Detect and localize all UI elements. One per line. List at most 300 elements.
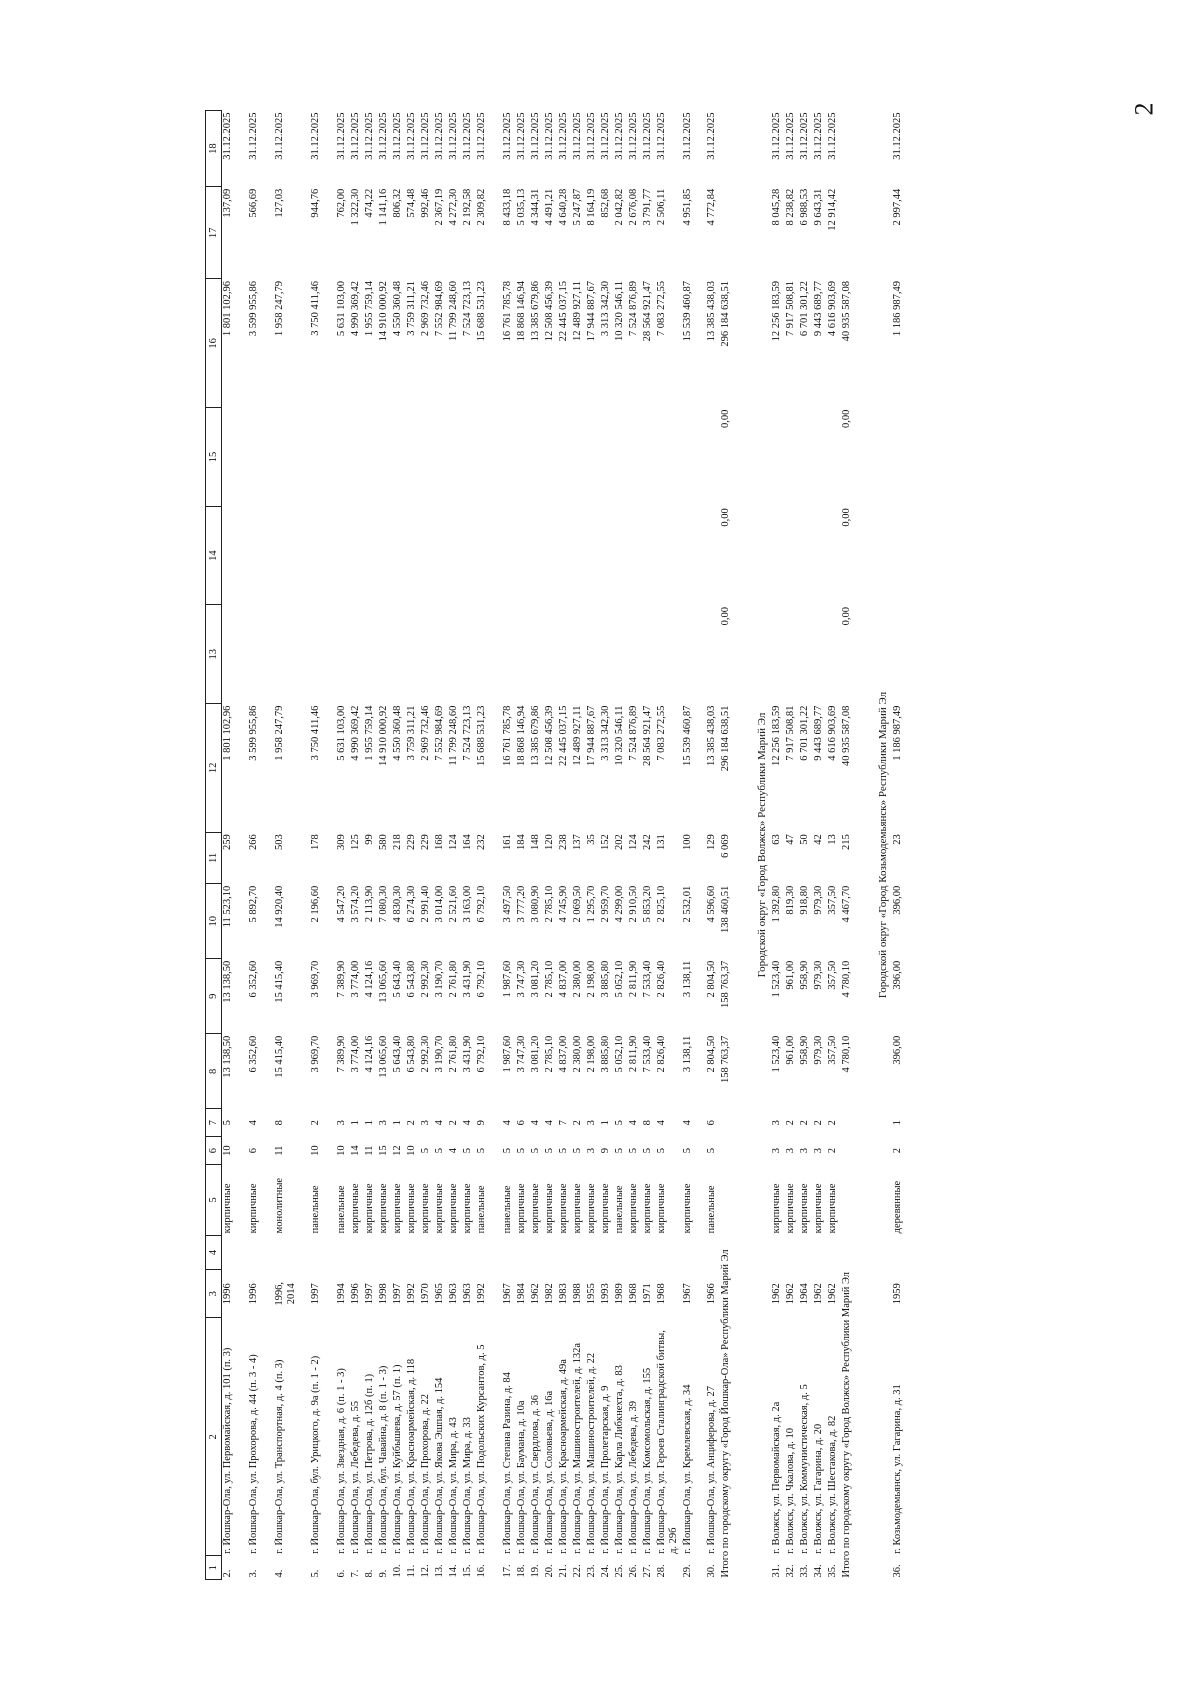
table-cell: 1992 — [476, 1283, 487, 1305]
table-cell: 4 990 369,42 — [350, 281, 361, 337]
table-cell: 1 958 247,79 — [274, 281, 285, 337]
table-cell — [222, 506, 249, 605]
table-cell: 4 124,16 — [364, 960, 375, 998]
table-cell: 3 — [771, 1148, 782, 1154]
table-cell — [462, 605, 476, 704]
table-cell — [476, 605, 502, 704]
table-cell: 10 — [336, 1145, 347, 1156]
total-cell: 215 — [841, 834, 852, 850]
table-cell — [558, 1235, 572, 1269]
table-cell: 2 196,60 — [310, 885, 321, 923]
table-cell: г. Йошкар-Ола, ул. Баумана, д. 10а — [516, 1400, 527, 1554]
table-row — [656, 111, 682, 1580]
table-cell — [406, 1235, 420, 1269]
table-cell — [248, 408, 274, 507]
column-number-cell: 14 — [206, 506, 222, 605]
table-cell: 6 274,30 — [406, 885, 417, 923]
table-cell: 31.12.2025 — [476, 112, 487, 160]
table-row — [682, 111, 696, 1580]
table-cell: монолитные — [274, 1177, 285, 1234]
table-cell: 979,30 — [813, 960, 824, 990]
table-cell: 7 083 272,55 — [656, 281, 667, 337]
table-cell — [516, 605, 530, 704]
table-cell: 6 — [516, 1120, 527, 1126]
table-cell: 4 — [656, 1120, 667, 1126]
table-row — [572, 111, 586, 1580]
table-cell: г. Йошкар-Ола, ул. Машиностроителей, д. 22 — [586, 1352, 597, 1554]
table-cell — [406, 605, 420, 704]
table-cell — [406, 506, 420, 605]
table-cell: 14 — [350, 1145, 361, 1156]
table-cell: 979,30 — [813, 1035, 824, 1065]
table-cell — [502, 408, 516, 507]
table-cell: 357,50 — [827, 960, 838, 990]
table-cell: 2 785,10 — [544, 1035, 555, 1073]
table-cell — [642, 506, 656, 605]
table-cell: 819,30 — [785, 885, 796, 915]
table-cell: 2 910,50 — [628, 885, 639, 923]
table-cell: 2 380,00 — [572, 1035, 583, 1073]
table-cell: 12 508 456,39 — [544, 705, 555, 766]
table-cell — [892, 408, 906, 507]
total-cell: 158 763,37 — [720, 1035, 731, 1084]
table-cell: 10 — [222, 1145, 233, 1156]
table-cell: 168 — [434, 834, 445, 850]
table-cell: 3 747,30 — [516, 960, 527, 998]
table-cell — [420, 605, 434, 704]
table-cell: 357,50 — [827, 885, 838, 915]
table-cell: 13 065,60 — [378, 1035, 389, 1078]
table-cell — [813, 506, 827, 605]
table-cell: 3 — [813, 1148, 824, 1154]
table-cell: 16. — [476, 1564, 487, 1578]
table-cell: 33. — [799, 1564, 810, 1578]
table-cell: 3 885,80 — [600, 960, 611, 998]
column-number-cell: 2 — [206, 1318, 222, 1556]
table-cell: 1 — [600, 1120, 611, 1126]
total-cell: 40 935 587,08 — [841, 705, 852, 766]
column-number-cell: 12 — [206, 704, 222, 833]
table-cell: 3 791,77 — [642, 188, 653, 226]
table-cell: 13 138,50 — [222, 1035, 233, 1078]
table-cell: 19. — [530, 1564, 541, 1578]
total-cell — [720, 187, 734, 279]
table-cell: 32. — [785, 1564, 796, 1578]
table-row — [448, 111, 462, 1580]
table-cell: 242 — [642, 834, 653, 850]
table-cell: 1 — [364, 1120, 375, 1126]
table-cell — [310, 408, 336, 507]
total-cell: 0,00 — [720, 508, 731, 527]
table-cell: 137,09 — [222, 188, 233, 218]
table-cell: 31.12.2025 — [799, 112, 810, 160]
table-cell: 1996, 2014 — [274, 1281, 297, 1306]
table-cell — [892, 605, 906, 704]
table-cell: г. Йошкар-Ола, ул. Красноармейская, д. 49а — [558, 1359, 569, 1554]
table-cell: г. Йошкар-Ола, ул. Звездная, д. 6 (п. 1 - 3) — [336, 1368, 347, 1554]
table-cell: 3 750 411,46 — [310, 281, 321, 336]
table-cell: 2 — [827, 1120, 838, 1126]
table-cell: 3 — [799, 1148, 810, 1154]
table-cell: 2 — [892, 1148, 903, 1154]
table-cell — [813, 605, 827, 704]
table-row — [310, 111, 336, 1580]
table-cell: 266 — [248, 834, 259, 850]
total-row — [841, 111, 855, 1580]
table-cell: 5 — [462, 1148, 473, 1154]
table-cell — [771, 408, 785, 507]
table-cell: 31.12.2025 — [350, 112, 361, 160]
table-cell: 2 959,70 — [600, 885, 611, 923]
total-cell: 4 467,70 — [841, 885, 852, 923]
table-cell: 992,46 — [420, 188, 431, 218]
table-cell: г. Йошкар-Ола, ул. Прохорова, д. 44 (п. 3 - 4) — [248, 1354, 259, 1554]
table-cell: 11 — [364, 1145, 375, 1156]
table-cell: 3 969,70 — [310, 1035, 321, 1073]
table-cell: г. Волжск, ул. Первомайская, д. 2а — [771, 1401, 782, 1554]
column-number-cell: 16 — [206, 279, 222, 408]
table-cell: г. Йошкар-Ола, ул. Мира, д. 43 — [448, 1417, 459, 1554]
table-cell: 28. — [656, 1564, 667, 1578]
table-cell: 3 190,70 — [434, 1035, 445, 1073]
table-cell: 5 — [476, 1148, 487, 1154]
table-cell: 3 497,50 — [502, 885, 513, 923]
table-cell: кирпичные — [392, 1183, 403, 1234]
table-cell: 4 272,30 — [448, 188, 459, 226]
table-cell — [558, 408, 572, 507]
table-cell: 31.12.2025 — [406, 112, 417, 160]
table-cell: 13 385 438,03 — [706, 705, 717, 766]
table-row — [222, 111, 249, 1580]
table-cell: 18. — [516, 1564, 527, 1578]
total-cell: 296 184 638,51 — [720, 281, 731, 347]
table-cell: 3 747,30 — [516, 1035, 527, 1073]
table-row — [614, 111, 628, 1580]
table-cell: 11 523,10 — [222, 885, 233, 928]
table-cell — [476, 506, 502, 605]
table-cell — [785, 1235, 799, 1269]
housing-table — [205, 110, 906, 1580]
table-cell: 3 574,20 — [350, 885, 361, 923]
table-cell: 5 892,70 — [248, 885, 259, 923]
table-cell: г. Йошкар-Ола, ул. Комсомольская, д. 155 — [642, 1367, 653, 1554]
table-cell — [785, 605, 799, 704]
table-cell: 26. — [628, 1564, 639, 1578]
table-cell: 566,69 — [248, 188, 259, 218]
table-cell — [502, 1235, 516, 1269]
table-row — [516, 111, 530, 1580]
table-cell: 4 772,84 — [706, 188, 717, 226]
table-cell: г. Волжск, ул. Гагарина, д. 20 — [813, 1423, 824, 1554]
table-cell: 14 910 000,92 — [378, 705, 389, 766]
table-cell: 31.12.2025 — [892, 112, 903, 160]
table-cell: 3 163,00 — [462, 885, 473, 923]
table-cell: 11 799 248,60 — [448, 705, 459, 766]
table-cell: 1997 — [392, 1283, 403, 1305]
table-cell: 35 — [586, 834, 597, 845]
table-cell: 2 532,01 — [682, 885, 693, 923]
table-cell: 23. — [586, 1564, 597, 1578]
table-cell: кирпичные — [813, 1183, 824, 1234]
table-cell: 2. — [222, 1569, 233, 1578]
rotated-page — [205, 110, 980, 1580]
table-cell — [706, 506, 720, 605]
table-cell: панельные — [336, 1185, 347, 1234]
table-cell: г. Волжск, ул. Чкалова, д. 10 — [785, 1428, 796, 1554]
table-cell: 27. — [642, 1564, 653, 1578]
table-cell: 12. — [420, 1564, 431, 1578]
table-cell — [392, 506, 406, 605]
table-cell: 5 631 103,00 — [336, 281, 347, 337]
table-cell — [799, 408, 813, 507]
table-cell: 3 014,00 — [434, 885, 445, 923]
table-cell: 2 992,30 — [420, 1035, 431, 1073]
table-cell: 1 392,80 — [771, 885, 782, 923]
table-cell: 4. — [274, 1569, 285, 1578]
table-cell: кирпичные — [222, 1183, 233, 1234]
table-cell: 3 969,70 — [310, 960, 321, 998]
table-cell: 7 083 272,55 — [656, 705, 667, 761]
table-cell: 3 313 342,30 — [600, 281, 611, 337]
table-cell: 1964 — [799, 1283, 810, 1305]
table-cell: 4 550 360,48 — [392, 281, 403, 337]
table-cell — [392, 605, 406, 704]
total-label: Итого по городскому округу «Город Волжск» Республики Марий Эл — [841, 1271, 852, 1578]
table-cell: панельные — [476, 1185, 487, 1234]
table-cell — [364, 1235, 378, 1269]
table-row — [827, 111, 841, 1580]
table-cell: 3 885,80 — [600, 1035, 611, 1073]
table-cell — [586, 1235, 600, 1269]
table-cell: 4 — [434, 1120, 445, 1126]
table-cell — [420, 408, 434, 507]
column-number-cell: 7 — [206, 1109, 222, 1137]
total-cell: 6 069 — [720, 834, 731, 858]
table-cell: 31.12.2025 — [558, 112, 569, 160]
table-cell: 28 564 921,47 — [642, 281, 653, 342]
table-cell — [530, 1235, 544, 1269]
table-cell: 5 052,10 — [614, 1035, 625, 1073]
table-cell: 31.12.2025 — [827, 112, 838, 160]
table-cell: 4 990 369,42 — [350, 705, 361, 761]
table-cell — [813, 1235, 827, 1269]
table-cell: 806,32 — [392, 188, 403, 218]
table-cell: 979,30 — [813, 885, 824, 915]
table-cell: 7 524 723,13 — [462, 705, 473, 761]
table-cell: 2 676,08 — [628, 188, 639, 226]
table-cell: 21. — [558, 1564, 569, 1578]
table-cell: 2 991,40 — [420, 885, 431, 923]
table-cell: г. Волжск, ул. Коммунистическая, д. 5 — [799, 1384, 810, 1554]
table-cell — [530, 506, 544, 605]
table-cell: 31.12.2025 — [771, 112, 782, 160]
table-cell: 137 — [572, 834, 583, 850]
table-row — [785, 111, 799, 1580]
table-cell: 3 759 311,21 — [406, 705, 417, 761]
table-cell: 1996 — [248, 1283, 259, 1305]
table-cell — [614, 1235, 628, 1269]
total-cell: 4 780,10 — [841, 1035, 852, 1073]
table-cell — [530, 605, 544, 704]
table-cell: 31.12.2025 — [274, 112, 285, 160]
table-cell: 15 539 460,87 — [682, 705, 693, 766]
table-cell: 1 958 247,79 — [274, 705, 285, 761]
table-cell — [586, 605, 600, 704]
table-cell: 5 247,87 — [572, 188, 583, 226]
table-cell: 7 533,40 — [642, 960, 653, 998]
table-cell: 9 643,31 — [813, 188, 824, 226]
table-cell — [378, 1235, 392, 1269]
table-cell: г. Йошкар-Ола, ул. Транспортная, д. 4 (п. 3) — [274, 1359, 285, 1554]
table-cell: 4 — [628, 1120, 639, 1126]
table-cell: кирпичные — [558, 1183, 569, 1234]
table-cell: 14 910 000,92 — [378, 281, 389, 342]
table-cell: 12 508 456,39 — [544, 281, 555, 342]
table-cell — [600, 506, 614, 605]
table-cell — [628, 1235, 642, 1269]
table-cell: 238 — [558, 834, 569, 850]
table-cell — [364, 605, 378, 704]
table-cell — [892, 1235, 906, 1269]
table-cell: 15 688 531,23 — [476, 705, 487, 766]
table-cell: 31.12.2025 — [222, 112, 233, 160]
table-cell — [785, 408, 799, 507]
table-cell: кирпичные — [248, 1183, 259, 1234]
table-cell: 958,90 — [799, 1035, 810, 1065]
table-cell: 3 081,20 — [530, 1035, 541, 1073]
table-cell: 15 — [378, 1145, 389, 1156]
table-cell: 3 431,90 — [462, 960, 473, 998]
table-cell: 1997 — [364, 1283, 375, 1305]
table-cell: 22 445 037,15 — [558, 281, 569, 342]
table-cell: 4 951,85 — [682, 188, 693, 226]
total-cell — [841, 1109, 855, 1137]
total-label: Итого по городскому округу «Город Йошкар-Ола» Республики Марий Эл — [720, 1249, 731, 1578]
table-cell: 31.12.2025 — [642, 112, 653, 160]
table-cell: 31.12.2025 — [656, 112, 667, 160]
table-cell: 10 320 546,11 — [614, 705, 625, 766]
spacer-cell — [300, 111, 310, 1580]
table-cell: г. Йошкар-Ола, ул. Соловьева, д. 16а — [544, 1390, 555, 1554]
table-cell: 1 — [892, 1120, 903, 1126]
total-cell: 158 763,37 — [720, 960, 731, 1008]
table-cell: 1996 — [350, 1283, 361, 1305]
table-cell: 4 — [682, 1120, 693, 1126]
table-cell — [336, 408, 350, 507]
table-cell: 2 380,00 — [572, 960, 583, 998]
table-row — [248, 111, 274, 1580]
table-cell: кирпичные — [827, 1183, 838, 1234]
table-cell: 7 552 984,69 — [434, 281, 445, 337]
table-cell: 259 — [222, 834, 233, 850]
table-cell: 31.12.2025 — [785, 112, 796, 160]
table-cell: 13 385 679,86 — [530, 281, 541, 342]
table-cell: 1984 — [516, 1283, 527, 1305]
table-cell: 762,00 — [336, 188, 347, 218]
table-cell: 161 — [502, 834, 513, 850]
table-cell: 1 987,60 — [502, 1035, 513, 1073]
table-cell: 31.12.2025 — [248, 112, 259, 160]
table-cell: 31.12.2025 — [600, 112, 611, 160]
table-cell: 15 539 460,87 — [682, 281, 693, 342]
table-cell: г. Йошкар-Ола, ул. Подольских Курсантов, д. 5 — [476, 1344, 487, 1554]
table-cell: 3 774,00 — [350, 1035, 361, 1073]
table-cell: 2 811,90 — [628, 1035, 639, 1073]
column-number-cell: 1 — [206, 1556, 222, 1580]
table-cell: 6 792,10 — [476, 885, 487, 923]
table-cell: 1997 — [310, 1283, 321, 1305]
table-cell: 13 138,50 — [222, 960, 233, 1003]
table-row — [378, 111, 392, 1580]
table-cell: 6 — [706, 1120, 717, 1126]
table-cell — [827, 506, 841, 605]
table-cell: 3 138,11 — [682, 1035, 693, 1073]
table-cell: 1 801 102,96 — [222, 705, 233, 761]
table-cell: 2 198,00 — [586, 960, 597, 998]
table-cell: кирпичные — [420, 1183, 431, 1234]
table-cell: 1959 — [892, 1283, 903, 1305]
table-cell: 3 — [378, 1120, 389, 1126]
table-row — [420, 111, 434, 1580]
table-cell: 5 — [706, 1148, 717, 1154]
table-cell: 5 — [222, 1120, 233, 1126]
table-row — [706, 111, 720, 1580]
table-cell: 1989 — [614, 1283, 625, 1305]
table-cell: 3 — [785, 1148, 796, 1154]
table-cell: г. Йошкар-Ола, ул. Героев Сталинградской битвы, д. 29б — [656, 1330, 679, 1554]
table-cell: 152 — [600, 834, 611, 850]
table-cell: 503 — [274, 834, 285, 850]
table-cell: кирпичные — [799, 1183, 810, 1234]
table-cell: 23 — [892, 834, 903, 845]
table-cell: 2 761,80 — [448, 1035, 459, 1073]
table-cell: 63 — [771, 834, 782, 845]
table-cell: кирпичные — [771, 1183, 782, 1234]
table-cell: 17 944 887,67 — [586, 705, 597, 766]
table-cell: 2 — [827, 1148, 838, 1154]
table-cell: кирпичные — [448, 1183, 459, 1234]
table-cell: 1993 — [600, 1283, 611, 1305]
table-cell: 148 — [530, 834, 541, 850]
table-cell: 2 804,50 — [706, 960, 717, 998]
table-cell: 14 920,40 — [274, 885, 285, 928]
table-row — [502, 111, 516, 1580]
table-cell — [642, 408, 656, 507]
table-cell: 5 — [572, 1148, 583, 1154]
table-cell: 1 186 987,49 — [892, 705, 903, 761]
table-cell: кирпичные — [406, 1183, 417, 1234]
table-cell: кирпичные — [656, 1183, 667, 1234]
table-cell: 2 069,50 — [572, 885, 583, 923]
table-cell: 1971 — [642, 1283, 653, 1305]
table-cell: 127,03 — [274, 188, 285, 218]
total-cell: 138 460,51 — [720, 885, 731, 933]
table-cell: 14. — [448, 1564, 459, 1578]
table-cell: 1962 — [530, 1283, 541, 1305]
table-row — [336, 111, 350, 1580]
total-cell: 296 184 638,51 — [720, 705, 731, 772]
table-cell: 4 596,60 — [706, 885, 717, 923]
table-cell: 6 792,10 — [476, 960, 487, 998]
total-row — [720, 111, 734, 1580]
table-cell: г. Волжск, ул. Шестакова, д. 82 — [827, 1415, 838, 1554]
table-cell: 3. — [248, 1569, 259, 1578]
table-cell: 2 042,82 — [614, 188, 625, 226]
table-cell: 5 — [628, 1148, 639, 1154]
table-cell: 3 — [336, 1120, 347, 1126]
table-cell: 2 804,50 — [706, 1035, 717, 1073]
table-cell: 4 550 360,48 — [392, 705, 403, 761]
